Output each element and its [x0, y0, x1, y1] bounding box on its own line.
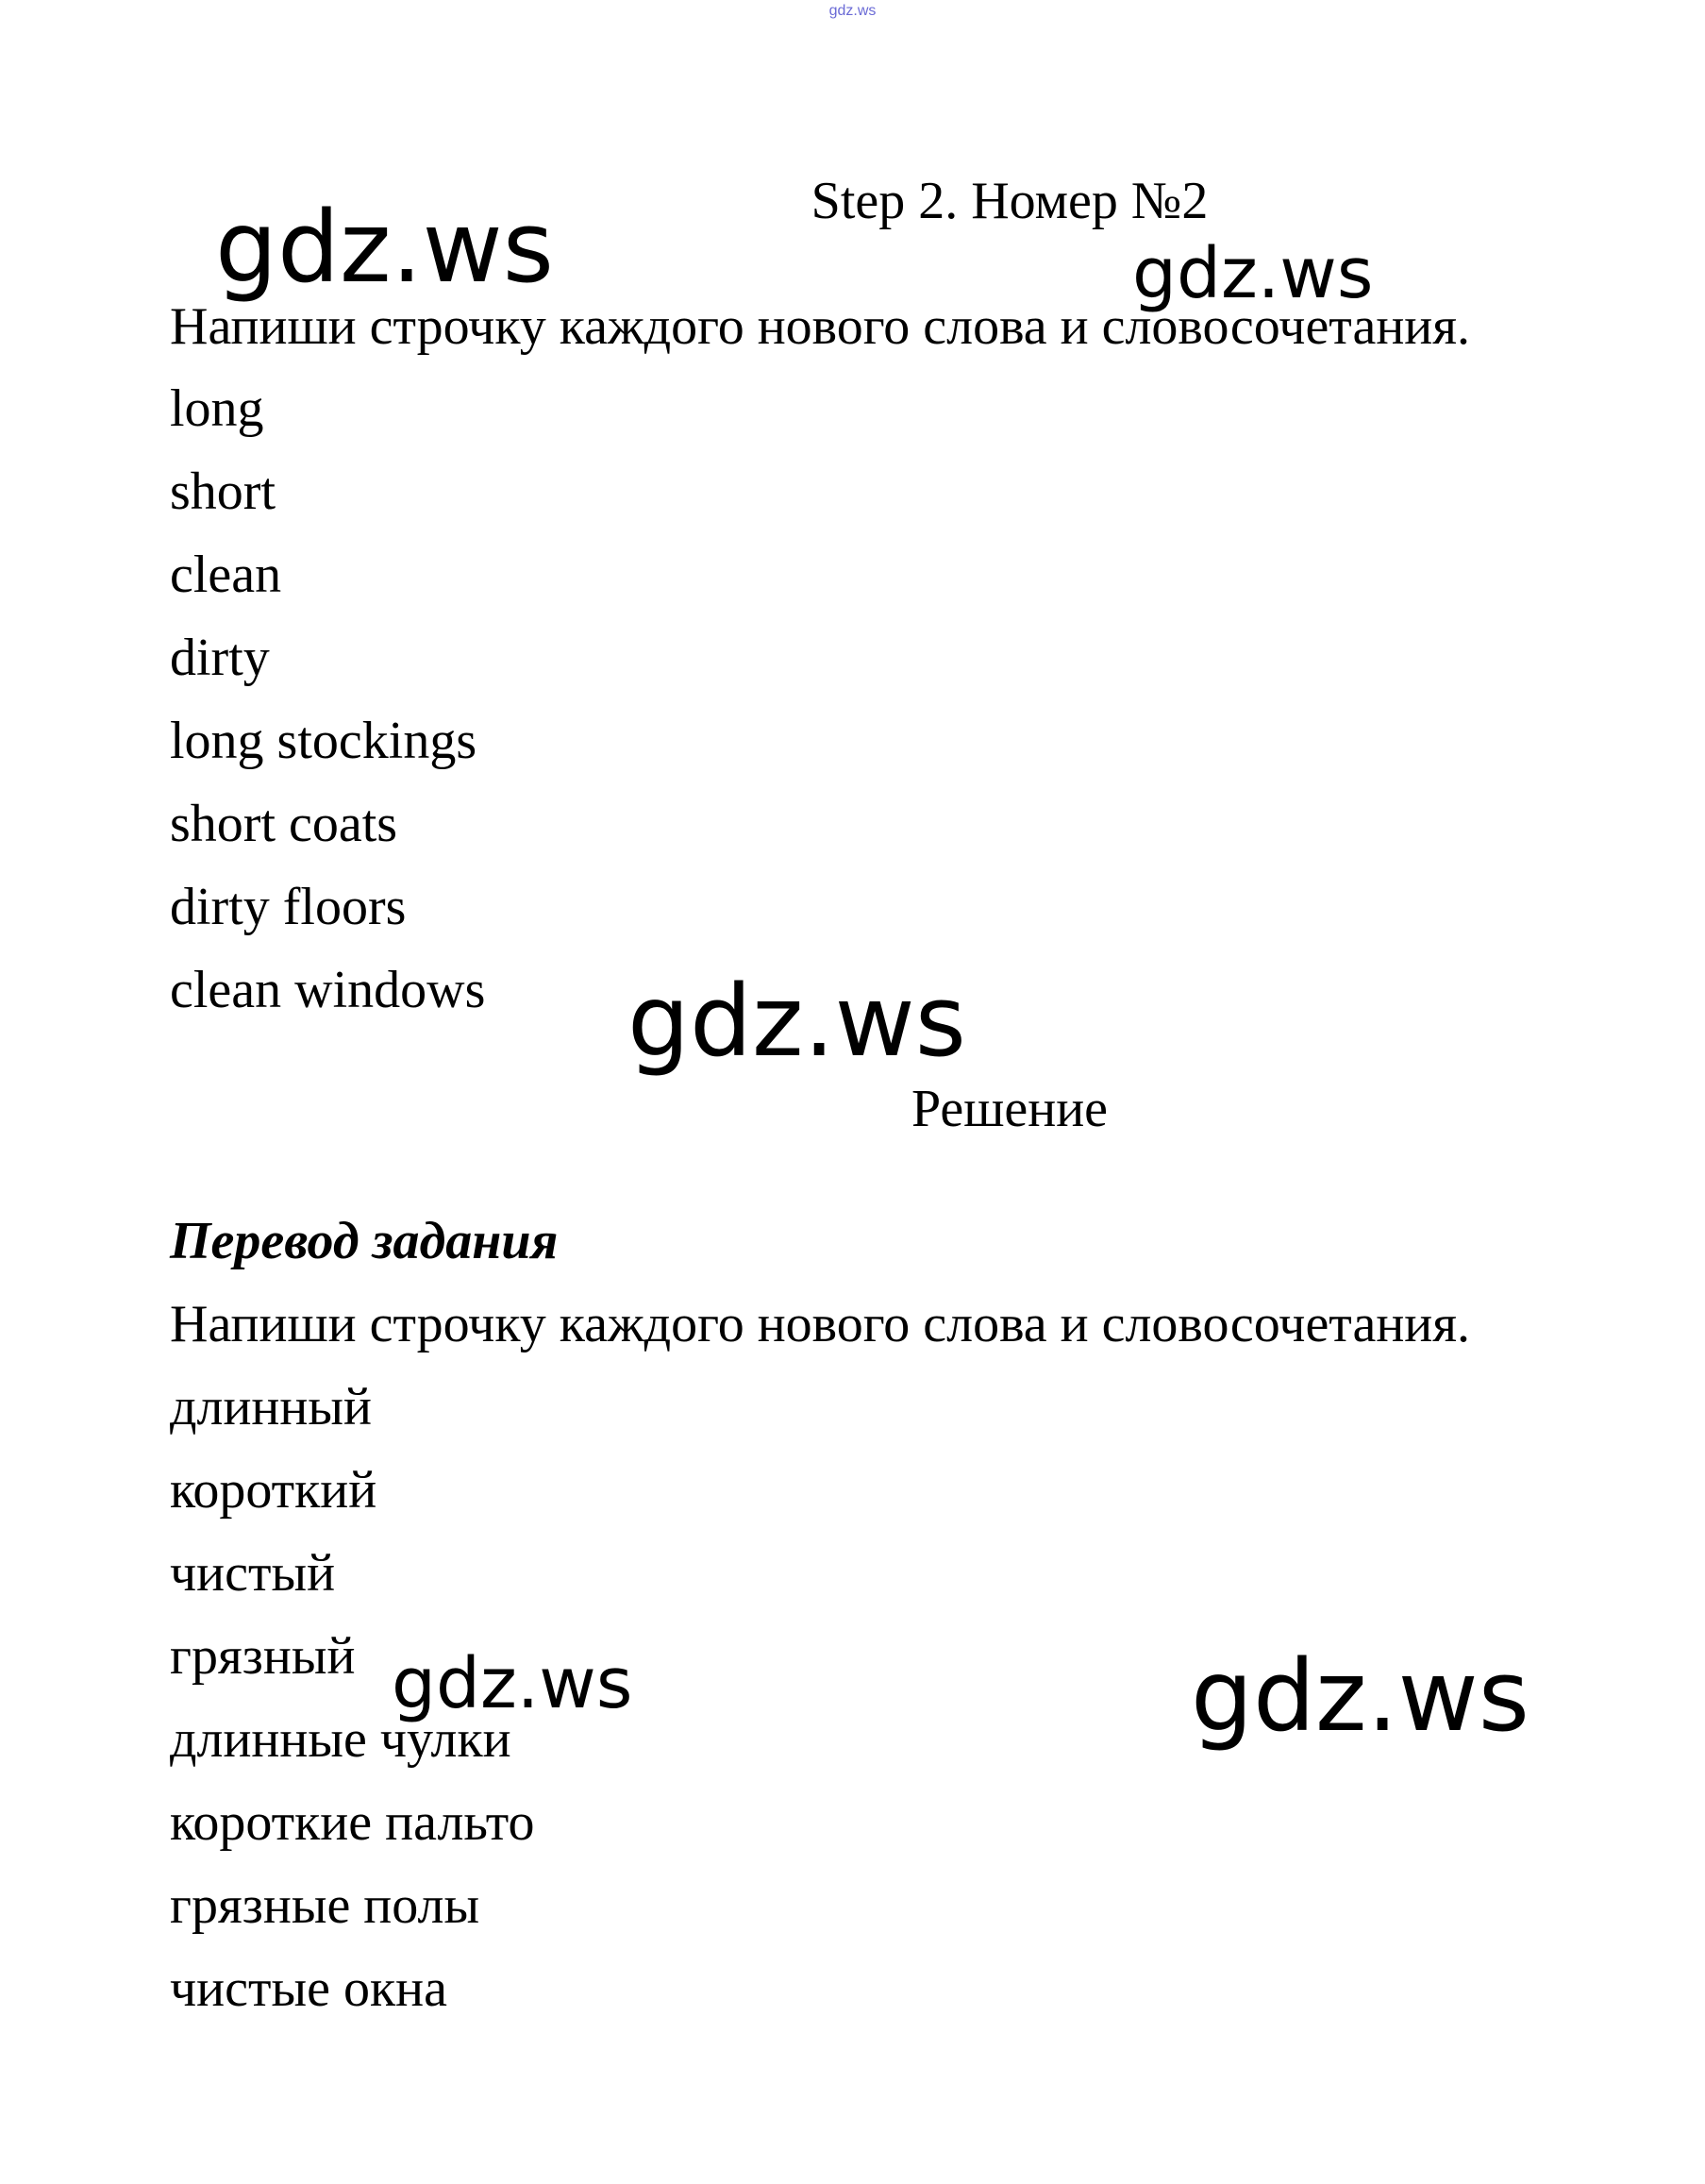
translation-word: короткие пальто	[170, 1793, 535, 1852]
translation-word: чистые окна	[170, 1959, 447, 2018]
task-word: clean	[170, 546, 282, 604]
page-title: Step 2. Номер №2	[811, 172, 1209, 230]
translation-word: грязный	[170, 1627, 356, 1686]
solution-heading: Решение	[911, 1080, 1109, 1138]
watermark: gdz.ws	[215, 190, 554, 305]
watermark: gdz.ws	[627, 964, 966, 1079]
translation-word: длинный	[170, 1378, 372, 1436]
task-word: short coats	[170, 795, 398, 853]
header-watermark: gdz.ws	[828, 3, 877, 19]
translation-word: грязные полы	[170, 1876, 480, 1935]
task-word: long	[170, 379, 264, 438]
watermark: gdz.ws	[1191, 1638, 1529, 1754]
translation-heading: Перевод задания	[170, 1212, 559, 1270]
task-instruction: Напиши строчку каждого нового слова и словосочетания.	[170, 297, 1471, 356]
translation-instruction: Напиши строчку каждого нового слова и словосочетания.	[170, 1295, 1471, 1353]
task-word: dirty floors	[170, 878, 407, 936]
translation-word: длинные чулки	[170, 1710, 511, 1769]
task-word: clean windows	[170, 961, 486, 1019]
task-word: short	[170, 462, 276, 521]
watermark: gdz.ws	[1132, 233, 1374, 314]
translation-word: чистый	[170, 1544, 336, 1603]
task-word: long stockings	[170, 712, 477, 770]
watermark: gdz.ws	[392, 1643, 633, 1724]
translation-word: короткий	[170, 1461, 377, 1520]
task-word: dirty	[170, 629, 270, 687]
